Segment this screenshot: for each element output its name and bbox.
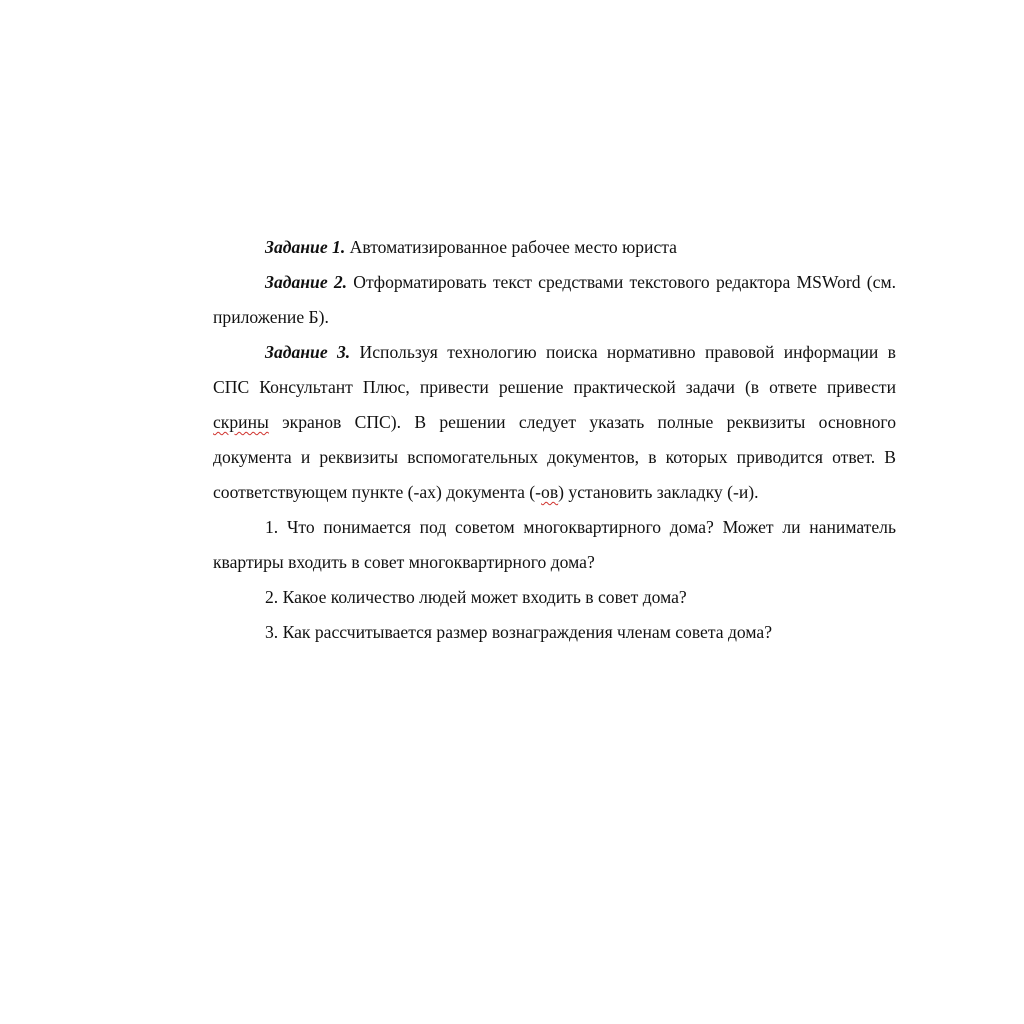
document-body — [213, 230, 896, 650]
task-3-label: Задание 3. — [265, 342, 351, 362]
task-2-label: Задание 2. — [265, 272, 348, 292]
task-2-paragraph — [213, 265, 896, 335]
question-2: 2. Какое количество людей может входить в совет дома? — [265, 587, 687, 607]
spellcheck-flagged-word: ов — [541, 482, 559, 502]
spellcheck-flagged-word: скрины — [213, 412, 269, 432]
question-1: 1. Что понимается под советом многоквартирного дома? Может ли наниматель квартиры входить в совет многоквартирного дома? — [213, 517, 896, 572]
task-3-text-part-a: Используя технологию поиска нормативно правовой информации в СПС Консультант Плюс, привести решение практической задачи (в ответе привести — [213, 342, 896, 397]
task-3-text-part-b: экранов СПС). В решении следует указать полные реквизиты основного документа и реквизиты вспомогательных документов, в которых приводится ответ. В соответствующем пункте (-ах) документа (- — [213, 412, 896, 502]
task-3-paragraph — [213, 335, 896, 510]
task-2-text: Отформатировать текст средствами текстового редактора MSWord (см. приложение Б). — [213, 272, 896, 327]
task-1-paragraph — [213, 230, 896, 265]
task-3-text-part-c: ) установить закладку (-и). — [558, 482, 759, 502]
task-1-label: Задание 1. — [265, 237, 346, 257]
task-1-text: Автоматизированное рабочее место юриста — [345, 237, 677, 257]
question-3: 3. Как рассчитывается размер вознаграждения членам совета дома? — [265, 622, 773, 642]
